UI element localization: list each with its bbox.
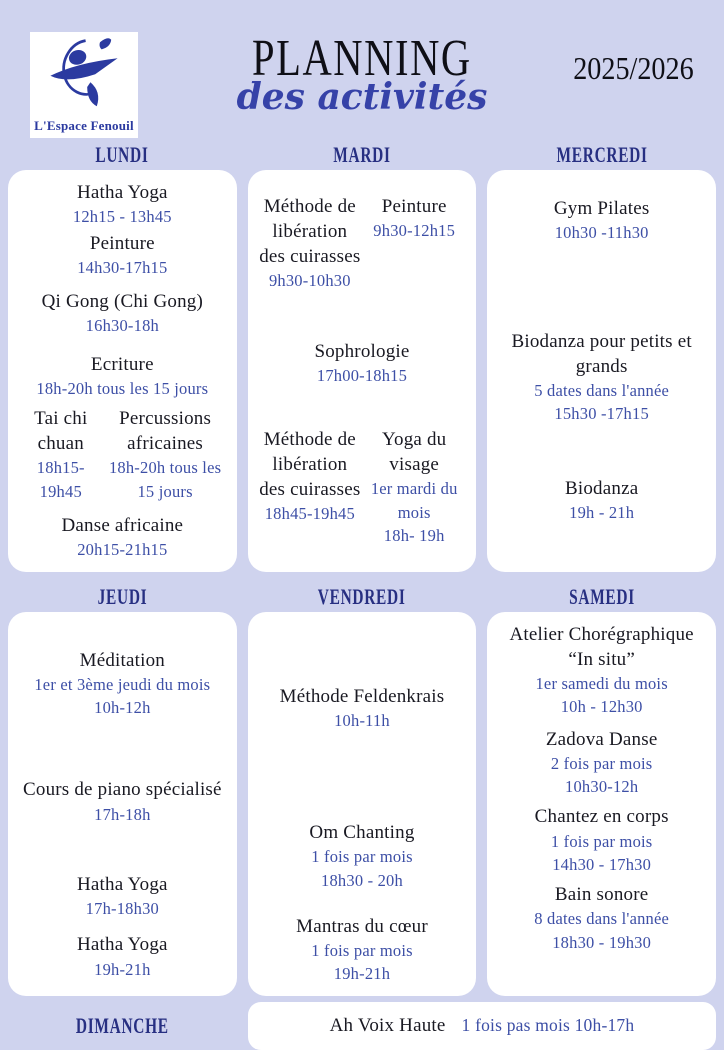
activity	[258, 684, 467, 733]
activity-pair	[258, 427, 467, 547]
activity	[18, 872, 227, 921]
activity-frequency: 8 dates dans l'année	[534, 909, 670, 929]
activity-name: Tai chi chuan	[34, 408, 88, 455]
activity	[362, 194, 466, 293]
activity-name: Chantez en corps	[534, 806, 669, 828]
day-card-vendredi	[248, 612, 477, 996]
activity-time: 10h-11h	[334, 710, 390, 730]
activity-time: 17h00-18h15	[316, 365, 408, 385]
activity-name: Méditation	[79, 649, 166, 671]
activity-pair	[258, 194, 467, 293]
activity	[18, 777, 227, 826]
activity-frequency: 1 fois par mois	[311, 941, 413, 960]
week-row-2	[0, 584, 724, 996]
activity-name: Gym Pilates	[553, 198, 650, 219]
activity-name: Yoga du visage	[381, 429, 447, 476]
activity-frequency: 1er et 3ème jeudi du mois	[34, 674, 211, 694]
activity-name: Qi Gong (Chi Gong)	[41, 291, 204, 312]
activity	[497, 882, 706, 954]
day-card-mardi	[248, 170, 477, 572]
page-subtitle: des activités	[236, 76, 488, 119]
day-header-mercredi	[487, 142, 716, 170]
day-label: MARDI	[333, 142, 391, 167]
activity-name: Biodanza	[564, 477, 639, 499]
activity-time: 20h15-21h15	[77, 540, 168, 560]
activity	[18, 180, 227, 229]
day-card-dimanche	[248, 1002, 716, 1050]
day-header-lundi	[8, 142, 237, 170]
activity	[18, 932, 227, 981]
activity-time: 19h-21h	[94, 959, 151, 979]
day-label: SAMEDI	[568, 583, 635, 609]
activity-time: 19h - 21h	[569, 502, 635, 522]
activity-name: Cours de piano spécialisé	[23, 779, 222, 801]
week-row-1	[0, 142, 724, 572]
day-label: DIMANCHE	[76, 1012, 169, 1038]
activity	[258, 339, 467, 388]
day-column-mercredi	[487, 142, 716, 572]
activity-name: Om Chanting	[309, 822, 415, 843]
activity	[497, 476, 706, 525]
activity-frequency: 2 fois par mois	[550, 753, 653, 773]
activity-name: Hatha Yoga	[76, 182, 168, 203]
day-label: VENDREDI	[318, 583, 406, 609]
activity	[18, 289, 227, 338]
activity	[258, 820, 467, 892]
activity	[258, 914, 467, 986]
day-card-jeudi	[8, 612, 237, 996]
sunday-row	[0, 1002, 724, 1050]
activity-time: 15h30 -17h15	[554, 404, 649, 424]
activity-time: 14h30-17h15	[77, 257, 168, 277]
activity-name: Méthode de libération des cuirasses	[259, 196, 361, 268]
activity	[258, 194, 362, 293]
day-header-vendredi	[248, 584, 477, 612]
day-card-mercredi	[487, 170, 716, 572]
activity-name: Danse africaine	[61, 515, 184, 536]
day-label: LUNDI	[95, 142, 149, 167]
activity-time: 12h15 - 13h45	[72, 207, 172, 227]
activity-frequency: 1er mardi du mois	[370, 479, 458, 522]
activity-time: 18h45-19h45	[264, 504, 355, 524]
dancer-swirl-icon	[44, 34, 124, 108]
day-label: JEUDI	[97, 583, 148, 609]
activity-time: 14h30 - 17h30	[552, 854, 652, 874]
activity-time: 17h-18h	[94, 804, 151, 824]
logo	[30, 32, 138, 138]
activity	[497, 804, 706, 876]
activity-frequency: 1 fois par mois	[311, 847, 413, 867]
activity	[18, 231, 227, 280]
activity-name: Atelier Chorégraphique “In situ”	[509, 623, 694, 670]
day-header-dimanche	[8, 1013, 237, 1039]
activity	[104, 406, 227, 503]
activity-time: 9h30-10h30	[268, 271, 351, 291]
activity-time: 10h30-12h	[565, 777, 639, 796]
activity-name: Bain sonore	[554, 884, 649, 906]
year-label: 2025/2026	[573, 50, 694, 86]
activity-time: 19h-21h	[333, 964, 391, 984]
activity-name: Hatha Yoga	[76, 873, 168, 895]
activity-name: Peinture	[89, 232, 155, 254]
activity-name: Biodanza pour petits et grands	[511, 330, 692, 377]
activity-name: Peinture	[381, 196, 447, 217]
activity-frequency: 5 dates dans l'année	[534, 380, 670, 400]
activity-name: Hatha Yoga	[76, 934, 168, 956]
activity	[497, 196, 706, 245]
activity	[18, 406, 104, 503]
activity-name: Percussions africaines	[119, 408, 212, 455]
day-header-jeudi	[8, 584, 237, 612]
activity	[362, 427, 466, 547]
day-card-samedi	[487, 612, 716, 996]
activity-time: 18h30 - 19h30	[552, 932, 652, 952]
activity-name: Méthode de libération des cuirasses	[259, 429, 361, 501]
activity	[18, 352, 227, 401]
activity-time: 1 fois pas mois 10h-17h	[461, 1015, 635, 1036]
day-column-vendredi	[248, 584, 477, 996]
day-column-jeudi	[8, 584, 237, 996]
activity-time: 18h30 - 20h	[321, 870, 403, 890]
activity	[258, 427, 362, 547]
activity	[18, 648, 227, 720]
activity-time: 18h-20h tous les 15 jours	[36, 378, 209, 398]
day-label: MERCREDI	[556, 142, 648, 167]
activity-time: 10h-12h	[94, 698, 151, 717]
day-column-lundi	[8, 142, 237, 572]
activity-time: 9h30-12h15	[373, 221, 456, 241]
day-card-lundi	[8, 170, 237, 572]
activity-time: 16h30-18h	[85, 316, 159, 336]
logo-text: L'Espace Fenouil	[34, 118, 134, 133]
activity-frequency: 1 fois par mois	[550, 831, 653, 851]
activity-time: 10h - 12h30	[560, 697, 643, 717]
activity-pair	[18, 406, 227, 503]
activity-name: Zadova Danse	[545, 728, 658, 750]
activity-name: Méthode Feldenkrais	[279, 685, 445, 707]
activity-time: 17h-18h30	[85, 899, 159, 918]
poster-header	[0, 0, 724, 142]
activity-time: 10h30 -11h30	[554, 223, 649, 243]
activity-name: Sophrologie	[314, 340, 410, 362]
day-column-samedi	[487, 584, 716, 996]
day-header-mardi	[248, 142, 477, 170]
activity-name: Mantras du cœur	[296, 915, 428, 937]
activity	[497, 727, 706, 799]
day-header-samedi	[487, 584, 716, 612]
activity-name: Ah Voix Haute	[329, 1015, 446, 1037]
activity-time: 18h- 19h	[383, 526, 445, 546]
activity-time: 18h-20h tous les 15 jours	[108, 458, 222, 501]
page-title: PLANNING	[252, 30, 472, 87]
activity-frequency: 1er samedi du mois	[535, 673, 668, 693]
day-column-mardi	[248, 142, 477, 572]
activity-name: Ecriture	[90, 353, 154, 375]
activity	[497, 622, 706, 719]
activity	[497, 329, 706, 426]
activity	[18, 513, 227, 562]
activity-time: 18h15-19h45	[36, 458, 85, 501]
